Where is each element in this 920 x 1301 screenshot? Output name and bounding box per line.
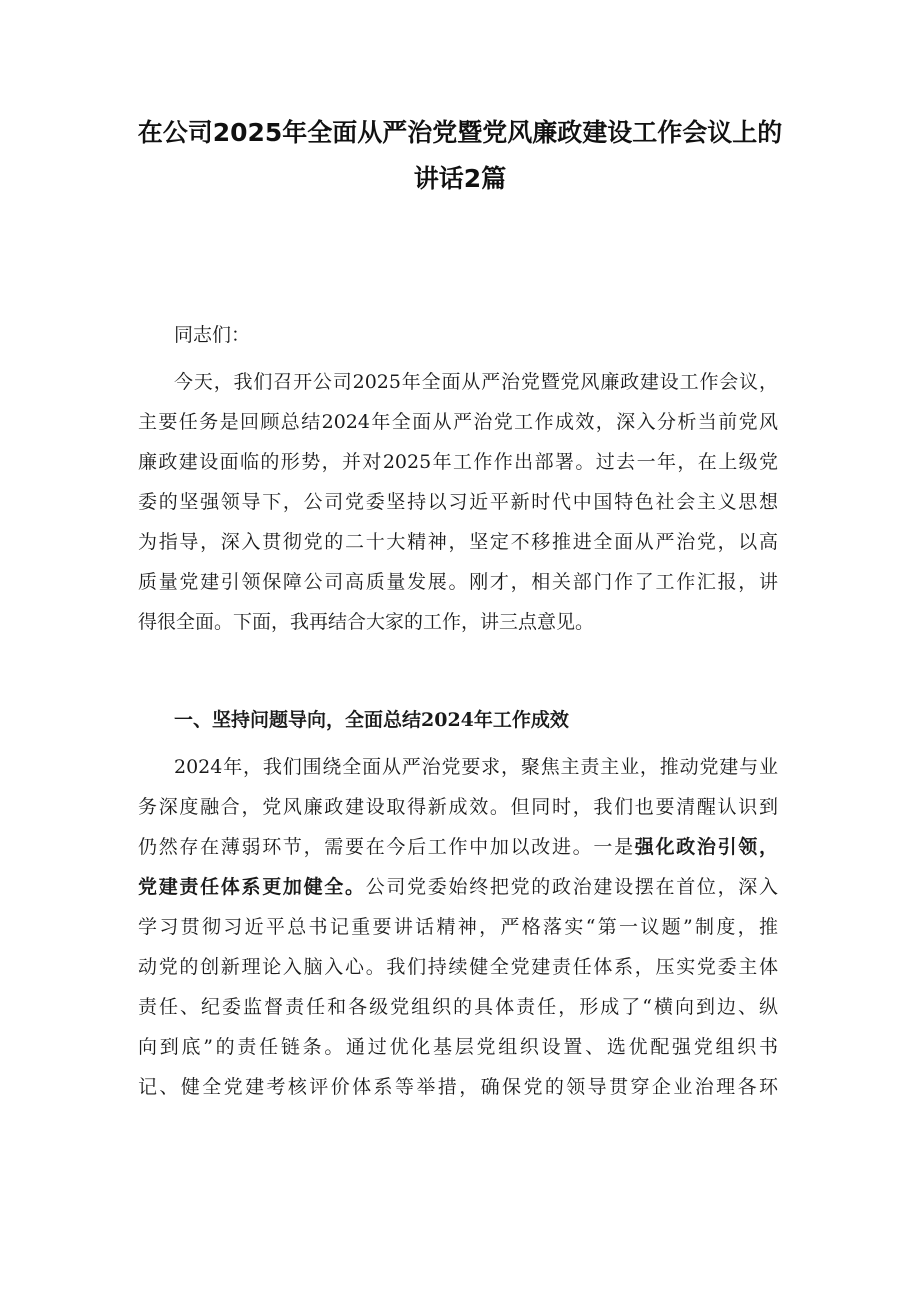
body-line: 责任、纪委监督责任和各级党组织的具体责任，形成了“横向到边、纵 [138,996,778,1018]
body-line: 记、健全党建考核评价体系等举措，确保党的领导贯穿企业治理各环 [138,1076,778,1098]
title-line-1: 在公司2025年全面从严治党暨党风廉政建设工作会议上的 [137,118,783,147]
intro-line: 得很全面。下面，我再结合大家的工作，讲三点意见。 [138,611,595,633]
intro-line: 为指导，深入贯彻党的二十大精神，坚定不移推进全面从严治党，以高 [138,531,778,553]
intro-line: 主要任务是回顾总结2024年全面从严治党工作成效，深入分析当前党风 [138,411,778,433]
body-text: 仍然存在薄弱环节，需要在今后工作中加以改进。一是 [138,836,635,858]
intro-line: 廉政建设面临的形势，并对2025年工作作出部署。过去一年，在上级党 [138,451,778,473]
intro-line: 质量党建引领保障公司高质量发展。刚才，相关部门作了工作汇报，讲 [138,571,778,593]
intro-line: 委的坚强领导下，公司党委坚持以习近平新时代中国特色社会主义思想 [138,491,778,513]
intro-line: 今天，我们召开公司2025年全面从严治党暨党风廉政建设工作会议， [174,371,778,393]
body-line: 务深度融合，党风廉政建设取得新成效。但同时，我们也要清醒认识到 [138,796,778,818]
body-paragraph [138,747,778,1107]
body-line: 学习贯彻习近平总书记重要讲话精神，严格落实“第一议题”制度，推 [138,916,778,938]
salutation-text: 同志们： [174,324,251,346]
title-line-2: 讲话2篇 [413,164,507,193]
emphasis-text: 党建责任体系更加健全。 [138,876,366,898]
intro-paragraph [138,362,778,642]
section-heading-text: 一、坚持问题导向，全面总结2024年工作成效 [174,709,569,731]
body-line [138,827,778,867]
body-line: 2024年，我们围绕全面从严治党要求，聚焦主责主业，推动党建与业 [174,756,778,778]
body-line: 向到底”的责任链条。通过优化基层党组织设置、选优配强党组织书 [138,1036,778,1058]
salutation [138,315,778,355]
body-line [138,867,778,907]
body-text: 公司党委始终把党的政治建设摆在首位，深入 [365,876,778,898]
emphasis-text: 强化政治引领， [634,836,778,858]
body-line: 动党的创新理论入脑入心。我们持续健全党建责任体系，压实党委主体 [138,956,778,978]
document-title [120,110,800,202]
section-heading-1 [138,700,778,740]
